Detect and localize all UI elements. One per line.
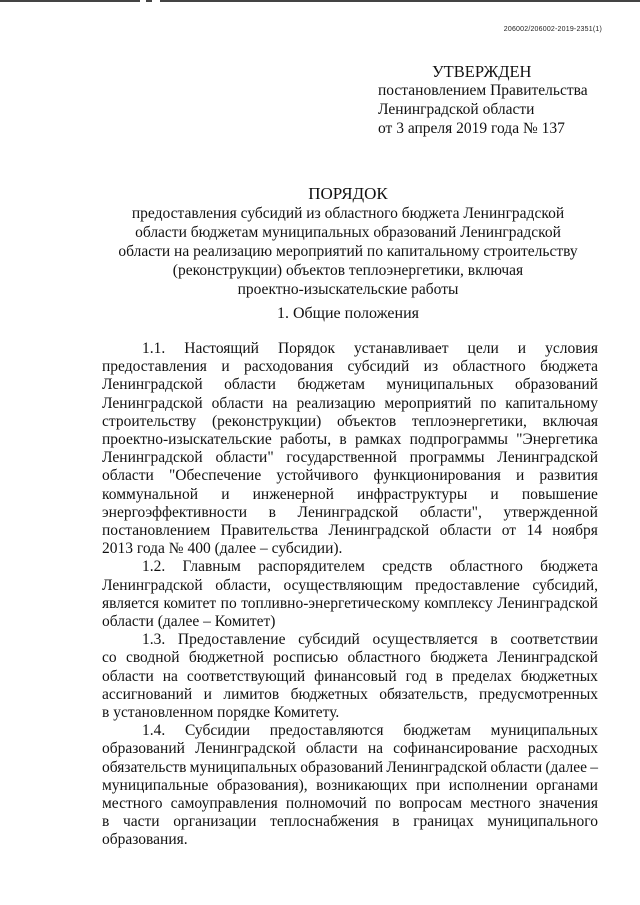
- body-line: области (далее – Комитет): [102, 613, 276, 631]
- body-line: постановлением Правительства Ленинградской области от 14 ноября: [102, 522, 598, 540]
- body-line: 1.3. Предоставление субсидий осуществляется в соответствии: [142, 631, 598, 649]
- scan-mark-right: [160, 0, 640, 2]
- approval-line: от 3 апреля 2019 года № 137: [378, 120, 565, 137]
- approval-line: Ленинградской области: [378, 101, 535, 118]
- body-line: области "Обеспечение устойчивого функционирования и развития: [102, 467, 598, 485]
- body-line: является комитет по топливно-энергетическому комплексу Ленинградской: [102, 594, 598, 612]
- body-line: в установленном порядке Комитету.: [102, 704, 340, 722]
- body-line: энергоэффективности в Ленинградской области", утвержденной: [102, 503, 598, 521]
- body-line: 2013 года № 400 (далее – субсидии).: [102, 540, 343, 558]
- body-line: образований Ленинградской области на софинансирование расходных: [102, 740, 598, 758]
- document-id: 206002/206002-2019-2351(1): [503, 26, 602, 33]
- body-line: строительству (реконструкции) объектов теплоэнергетики, включая: [102, 412, 598, 430]
- body-line: 1.4. Субсидии предоставляются бюджетам муниципальных: [142, 722, 598, 740]
- subtitle-line: области на реализацию мероприятий по капитальному строительству: [118, 243, 578, 260]
- subtitle-line: области бюджетам муниципальных образований Ленинградской: [135, 224, 561, 241]
- body-line: со сводной бюджетной росписью областного бюджета Ленинградской: [102, 649, 598, 667]
- document-title: ПОРЯДОК: [308, 184, 388, 203]
- body-line: 1.2. Главным распорядителем средств областного бюджета: [142, 558, 598, 576]
- body-line: муниципальные образования), возникающих при исполнении органами: [102, 776, 598, 794]
- body-line: местного самоуправления полномочий по вопросам местного значения: [102, 795, 598, 813]
- body-line: области на соответствующий финансовый год в пределах бюджетных: [102, 667, 598, 685]
- body-line: предоставления и расходования субсидий из областного бюджета: [102, 358, 598, 376]
- approval-line: постановлением Правительства: [378, 82, 588, 99]
- subtitle-line: предоставления субсидий из областного бюджета Ленинградской: [131, 205, 565, 222]
- body-line: Ленинградской области бюджетам муниципальных образований: [102, 376, 598, 394]
- subtitle-line: проектно-изыскательские работы: [237, 281, 459, 298]
- body-line: ассигнований и лимитов бюджетных обязательств, предусмотренных: [102, 685, 598, 703]
- document-subtitle: [108, 204, 588, 299]
- approval-block: [378, 62, 618, 138]
- section-heading: 1. Общие положения: [276, 305, 420, 322]
- body-line: коммунальной и инженерной инфраструктуры и повышение: [102, 485, 598, 503]
- scan-mark-small: [146, 0, 152, 2]
- document-body: [102, 340, 598, 850]
- body-line: проектно-изыскательские работы, в рамках подпрограммы "Энергетика: [102, 431, 598, 449]
- body-line: Ленинградской области" государственной программы Ленинградской: [102, 449, 598, 467]
- approval-title: УТВЕРЖДЕН: [432, 62, 532, 81]
- body-line: Ленинградской области на реализацию мероприятий по капитальному: [102, 394, 598, 412]
- body-line: обязательств муниципальных образований Ленинградской области (далее –: [102, 758, 598, 776]
- scan-mark-left: [0, 0, 140, 2]
- subtitle-line: (реконструкции) объектов теплоэнергетики, включая: [172, 262, 524, 279]
- body-line: Ленинградской области, осуществляющим предоставление субсидий,: [102, 576, 598, 594]
- body-line: образования.: [102, 831, 188, 849]
- body-line: в части организации теплоснабжения в границах муниципального: [102, 813, 598, 831]
- body-line: 1.1. Настоящий Порядок устанавливает цели и условия: [142, 340, 598, 357]
